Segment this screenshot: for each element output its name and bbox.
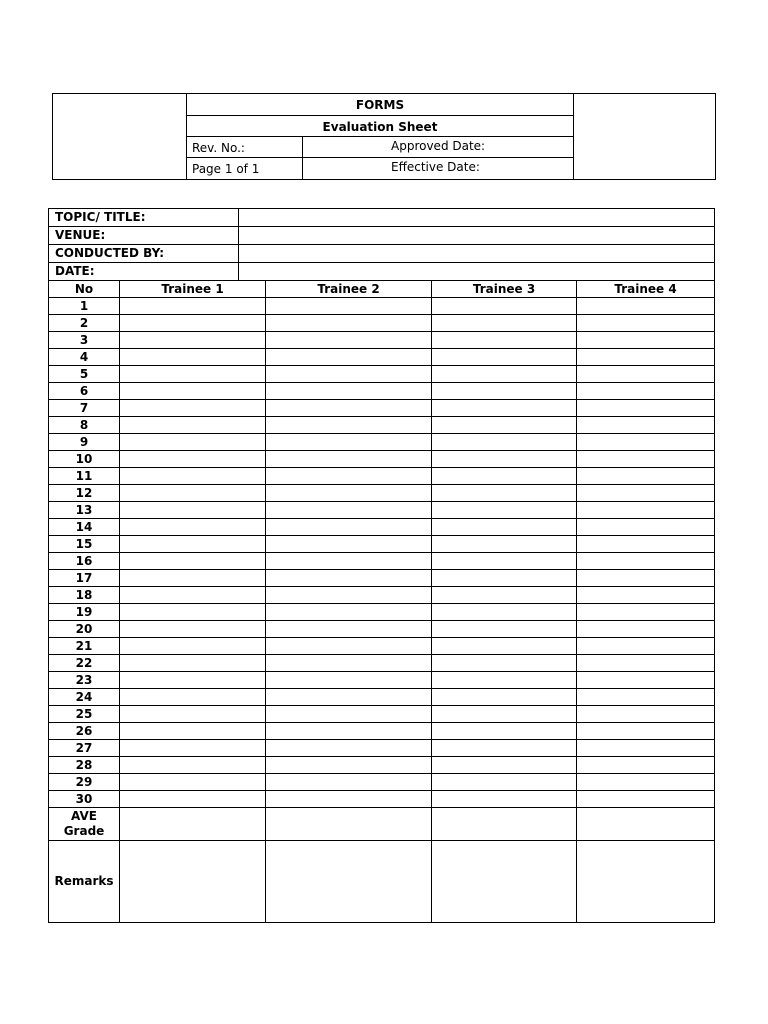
trainee-3-score-cell[interactable] <box>432 757 577 774</box>
trainee-3-score-cell[interactable] <box>432 791 577 808</box>
date-field[interactable] <box>239 263 715 281</box>
date-label: DATE: <box>49 263 239 281</box>
average-grade-label <box>49 808 120 841</box>
trainee-3-score-cell[interactable] <box>432 451 577 468</box>
trainee-2-score-cell[interactable] <box>266 502 432 519</box>
table-row <box>49 468 715 485</box>
row-number: 30 <box>49 791 120 808</box>
approved-date-label: Approved Date: <box>391 139 486 153</box>
trainee-3-score-cell[interactable] <box>432 723 577 740</box>
trainee-2-score-cell[interactable] <box>266 672 432 689</box>
table-row <box>49 604 715 621</box>
trainee-4-score-cell[interactable] <box>577 672 715 689</box>
trainee-4-score-cell[interactable] <box>577 519 715 536</box>
trainee-3-score-cell[interactable] <box>432 366 577 383</box>
trainee-4-score-cell[interactable] <box>577 689 715 706</box>
trainee-1-score-cell[interactable] <box>120 366 266 383</box>
row-number: 23 <box>49 672 120 689</box>
table-row <box>49 791 715 808</box>
trainee-1-score-cell[interactable] <box>120 587 266 604</box>
trainee-1-score-cell[interactable] <box>120 417 266 434</box>
table-row <box>49 383 715 400</box>
trainee-3-score-cell[interactable] <box>432 689 577 706</box>
table-row <box>49 587 715 604</box>
trainee-2-score-cell[interactable] <box>266 604 432 621</box>
header-divider <box>302 136 303 179</box>
form-header <box>52 93 716 180</box>
trainee-2-score-cell[interactable] <box>266 366 432 383</box>
trainee-1-score-cell[interactable] <box>120 672 266 689</box>
trainee-3-score-cell[interactable] <box>432 434 577 451</box>
trainee-2-score-cell[interactable] <box>266 757 432 774</box>
trainee-2-score-cell[interactable] <box>266 349 432 366</box>
row-number: 16 <box>49 553 120 570</box>
table-row <box>49 400 715 417</box>
trainee-2-score-cell[interactable] <box>266 774 432 791</box>
row-number: 5 <box>49 366 120 383</box>
trainee-4-score-cell[interactable] <box>577 468 715 485</box>
row-number: 13 <box>49 502 120 519</box>
trainee-2-score-cell[interactable] <box>266 536 432 553</box>
header-divider <box>573 94 574 179</box>
trainee-1-score-cell[interactable] <box>120 349 266 366</box>
trainee-2-score-cell[interactable] <box>266 332 432 349</box>
trainee-2-score-cell[interactable] <box>266 791 432 808</box>
trainee-3-score-cell[interactable] <box>432 383 577 400</box>
row-number: 18 <box>49 587 120 604</box>
ave-text: AVE <box>71 809 97 823</box>
trainee-1-score-cell[interactable] <box>120 332 266 349</box>
trainee-2-score-cell[interactable] <box>266 451 432 468</box>
forms-label: FORMS <box>355 98 405 112</box>
trainee-4-score-cell[interactable] <box>577 383 715 400</box>
trainee-4-score-cell[interactable] <box>577 706 715 723</box>
trainee-1-score-cell[interactable] <box>120 315 266 332</box>
trainee-2-score-cell[interactable] <box>266 706 432 723</box>
row-number: 27 <box>49 740 120 757</box>
trainee-4-score-cell[interactable] <box>577 553 715 570</box>
trainee-1-score-cell[interactable] <box>120 655 266 672</box>
row-number: 2 <box>49 315 120 332</box>
trainee-2-score-cell[interactable] <box>266 468 432 485</box>
row-number: 6 <box>49 383 120 400</box>
trainee-3-score-cell[interactable] <box>432 298 577 315</box>
col-header-trainee-1: Trainee 1 <box>120 281 266 298</box>
trainee-2-score-cell[interactable] <box>266 689 432 706</box>
trainee-1-score-cell[interactable] <box>120 723 266 740</box>
trainee-4-score-cell[interactable] <box>577 536 715 553</box>
row-number: 15 <box>49 536 120 553</box>
trainee-1-score-cell[interactable] <box>120 468 266 485</box>
trainee-1-score-cell[interactable] <box>120 400 266 417</box>
trainee-2-score-cell[interactable] <box>266 383 432 400</box>
trainee-4-score-cell[interactable] <box>577 417 715 434</box>
trainee-3-score-cell[interactable] <box>432 706 577 723</box>
trainee-1-score-cell[interactable] <box>120 553 266 570</box>
trainee-4-score-cell[interactable] <box>577 638 715 655</box>
conducted-by-field[interactable] <box>239 245 715 263</box>
trainee-2-score-cell[interactable] <box>266 400 432 417</box>
trainee-1-score-cell[interactable] <box>120 536 266 553</box>
col-header-no: No <box>49 281 120 298</box>
trainee-1-score-cell[interactable] <box>120 383 266 400</box>
trainee-1-score-cell[interactable] <box>120 689 266 706</box>
trainee-4-score-cell[interactable] <box>577 332 715 349</box>
row-number: 25 <box>49 706 120 723</box>
remarks-trainee-3[interactable] <box>432 841 577 923</box>
conducted-by-label: CONDUCTED BY: <box>49 245 239 263</box>
trainee-4-score-cell[interactable] <box>577 451 715 468</box>
col-header-trainee-2: Trainee 2 <box>266 281 432 298</box>
average-grade-row <box>49 808 715 841</box>
trainee-2-score-cell[interactable] <box>266 315 432 332</box>
table-row <box>49 621 715 638</box>
table-row <box>49 519 715 536</box>
table-row <box>49 315 715 332</box>
trainee-4-score-cell[interactable] <box>577 655 715 672</box>
trainee-4-score-cell[interactable] <box>577 315 715 332</box>
trainee-3-score-cell[interactable] <box>432 621 577 638</box>
row-number: 8 <box>49 417 120 434</box>
trainee-4-score-cell[interactable] <box>577 791 715 808</box>
venue-field[interactable] <box>239 227 715 245</box>
trainee-2-score-cell[interactable] <box>266 434 432 451</box>
trainee-1-score-cell[interactable] <box>120 774 266 791</box>
trainee-1-score-cell[interactable] <box>120 298 266 315</box>
trainee-2-score-cell[interactable] <box>266 553 432 570</box>
table-row <box>49 553 715 570</box>
row-number: 19 <box>49 604 120 621</box>
trainee-3-score-cell[interactable] <box>432 332 577 349</box>
row-number: 28 <box>49 757 120 774</box>
row-number: 22 <box>49 655 120 672</box>
row-number: 7 <box>49 400 120 417</box>
trainee-4-score-cell[interactable] <box>577 434 715 451</box>
row-number: 10 <box>49 451 120 468</box>
table-row <box>49 570 715 587</box>
table-row <box>49 706 715 723</box>
trainee-1-score-cell[interactable] <box>120 451 266 468</box>
trainee-3-score-cell[interactable] <box>432 638 577 655</box>
trainee-3-score-cell[interactable] <box>432 740 577 757</box>
trainee-2-score-cell[interactable] <box>266 621 432 638</box>
row-number: 29 <box>49 774 120 791</box>
trainee-1-score-cell[interactable] <box>120 740 266 757</box>
remarks-trainee-1[interactable] <box>120 841 266 923</box>
sheet-title: Evaluation Sheet <box>322 120 438 134</box>
trainee-4-score-cell[interactable] <box>577 298 715 315</box>
remarks-trainee-2[interactable] <box>266 841 432 923</box>
trainee-1-score-cell[interactable] <box>120 757 266 774</box>
trainee-2-score-cell[interactable] <box>266 638 432 655</box>
trainee-1-score-cell[interactable] <box>120 570 266 587</box>
trainee-1-score-cell[interactable] <box>120 638 266 655</box>
venue-label: VENUE: <box>49 227 239 245</box>
table-row <box>49 451 715 468</box>
table-row <box>49 502 715 519</box>
trainee-3-score-cell[interactable] <box>432 502 577 519</box>
trainee-3-score-cell[interactable] <box>432 417 577 434</box>
trainee-4-score-cell[interactable] <box>577 740 715 757</box>
table-row <box>49 638 715 655</box>
trainee-2-score-cell[interactable] <box>266 519 432 536</box>
trainee-2-score-cell[interactable] <box>266 587 432 604</box>
row-number: 12 <box>49 485 120 502</box>
row-number: 3 <box>49 332 120 349</box>
row-number: 4 <box>49 349 120 366</box>
remarks-row <box>49 841 715 923</box>
topic-title-label: TOPIC/ TITLE: <box>49 209 239 227</box>
trainee-3-score-cell[interactable] <box>432 536 577 553</box>
trainee-2-score-cell[interactable] <box>266 485 432 502</box>
trainee-4-score-cell[interactable] <box>577 485 715 502</box>
trainee-3-score-cell[interactable] <box>432 315 577 332</box>
column-header-row <box>49 281 715 298</box>
trainee-4-score-cell[interactable] <box>577 366 715 383</box>
trainee-4-score-cell[interactable] <box>577 587 715 604</box>
trainee-1-score-cell[interactable] <box>120 791 266 808</box>
trainee-1-score-cell[interactable] <box>120 706 266 723</box>
trainee-1-score-cell[interactable] <box>120 485 266 502</box>
trainee-4-score-cell[interactable] <box>577 621 715 638</box>
trainee-2-score-cell[interactable] <box>266 723 432 740</box>
row-number: 14 <box>49 519 120 536</box>
page-number: Page 1 of 1 <box>192 162 260 176</box>
trainee-3-score-cell[interactable] <box>432 774 577 791</box>
table-row <box>49 434 715 451</box>
row-number: 21 <box>49 638 120 655</box>
ave-grade-trainee-4[interactable] <box>577 808 715 841</box>
row-number: 26 <box>49 723 120 740</box>
trainee-3-score-cell[interactable] <box>432 400 577 417</box>
trainee-3-score-cell[interactable] <box>432 485 577 502</box>
trainee-4-score-cell[interactable] <box>577 604 715 621</box>
table-row <box>49 774 715 791</box>
trainee-1-score-cell[interactable] <box>120 621 266 638</box>
table-row <box>49 298 715 315</box>
trainee-4-score-cell[interactable] <box>577 400 715 417</box>
trainee-2-score-cell[interactable] <box>266 740 432 757</box>
trainee-3-score-cell[interactable] <box>432 672 577 689</box>
trainee-1-score-cell[interactable] <box>120 434 266 451</box>
evaluation-table <box>48 208 715 923</box>
trainee-4-score-cell[interactable] <box>577 349 715 366</box>
remarks-label: Remarks <box>49 841 120 923</box>
trainee-3-score-cell[interactable] <box>432 655 577 672</box>
trainee-1-score-cell[interactable] <box>120 502 266 519</box>
row-number: 11 <box>49 468 120 485</box>
ave-grade-trainee-3[interactable] <box>432 808 577 841</box>
table-row <box>49 332 715 349</box>
table-row <box>49 740 715 757</box>
table-row <box>49 536 715 553</box>
trainee-3-score-cell[interactable] <box>432 587 577 604</box>
row-number: 24 <box>49 689 120 706</box>
table-row <box>49 689 715 706</box>
trainee-4-score-cell[interactable] <box>577 502 715 519</box>
table-row <box>49 723 715 740</box>
grade-text: Grade <box>63 824 105 838</box>
topic-title-field[interactable] <box>239 209 715 227</box>
table-row <box>49 655 715 672</box>
trainee-2-score-cell[interactable] <box>266 655 432 672</box>
trainee-1-score-cell[interactable] <box>120 519 266 536</box>
trainee-4-score-cell[interactable] <box>577 570 715 587</box>
row-number: 1 <box>49 298 120 315</box>
trainee-3-score-cell[interactable] <box>432 570 577 587</box>
trainee-3-score-cell[interactable] <box>432 604 577 621</box>
trainee-4-score-cell[interactable] <box>577 774 715 791</box>
trainee-4-score-cell[interactable] <box>577 757 715 774</box>
trainee-3-score-cell[interactable] <box>432 519 577 536</box>
table-row <box>49 485 715 502</box>
col-header-trainee-3: Trainee 3 <box>432 281 577 298</box>
remarks-trainee-4[interactable] <box>577 841 715 923</box>
ave-grade-trainee-1[interactable] <box>120 808 266 841</box>
row-number: 17 <box>49 570 120 587</box>
effective-date-label: Effective Date: <box>391 160 480 174</box>
trainee-2-score-cell[interactable] <box>266 417 432 434</box>
header-divider <box>186 115 573 116</box>
row-number: 20 <box>49 621 120 638</box>
trainee-4-score-cell[interactable] <box>577 723 715 740</box>
rev-no-label: Rev. No.: <box>192 141 245 155</box>
table-row <box>49 349 715 366</box>
trainee-2-score-cell[interactable] <box>266 298 432 315</box>
row-number: 9 <box>49 434 120 451</box>
trainee-3-score-cell[interactable] <box>432 553 577 570</box>
table-row <box>49 672 715 689</box>
trainee-3-score-cell[interactable] <box>432 349 577 366</box>
trainee-1-score-cell[interactable] <box>120 604 266 621</box>
ave-grade-trainee-2[interactable] <box>266 808 432 841</box>
trainee-3-score-cell[interactable] <box>432 468 577 485</box>
table-row <box>49 417 715 434</box>
table-row <box>49 366 715 383</box>
trainee-2-score-cell[interactable] <box>266 570 432 587</box>
table-row <box>49 757 715 774</box>
col-header-trainee-4: Trainee 4 <box>577 281 715 298</box>
